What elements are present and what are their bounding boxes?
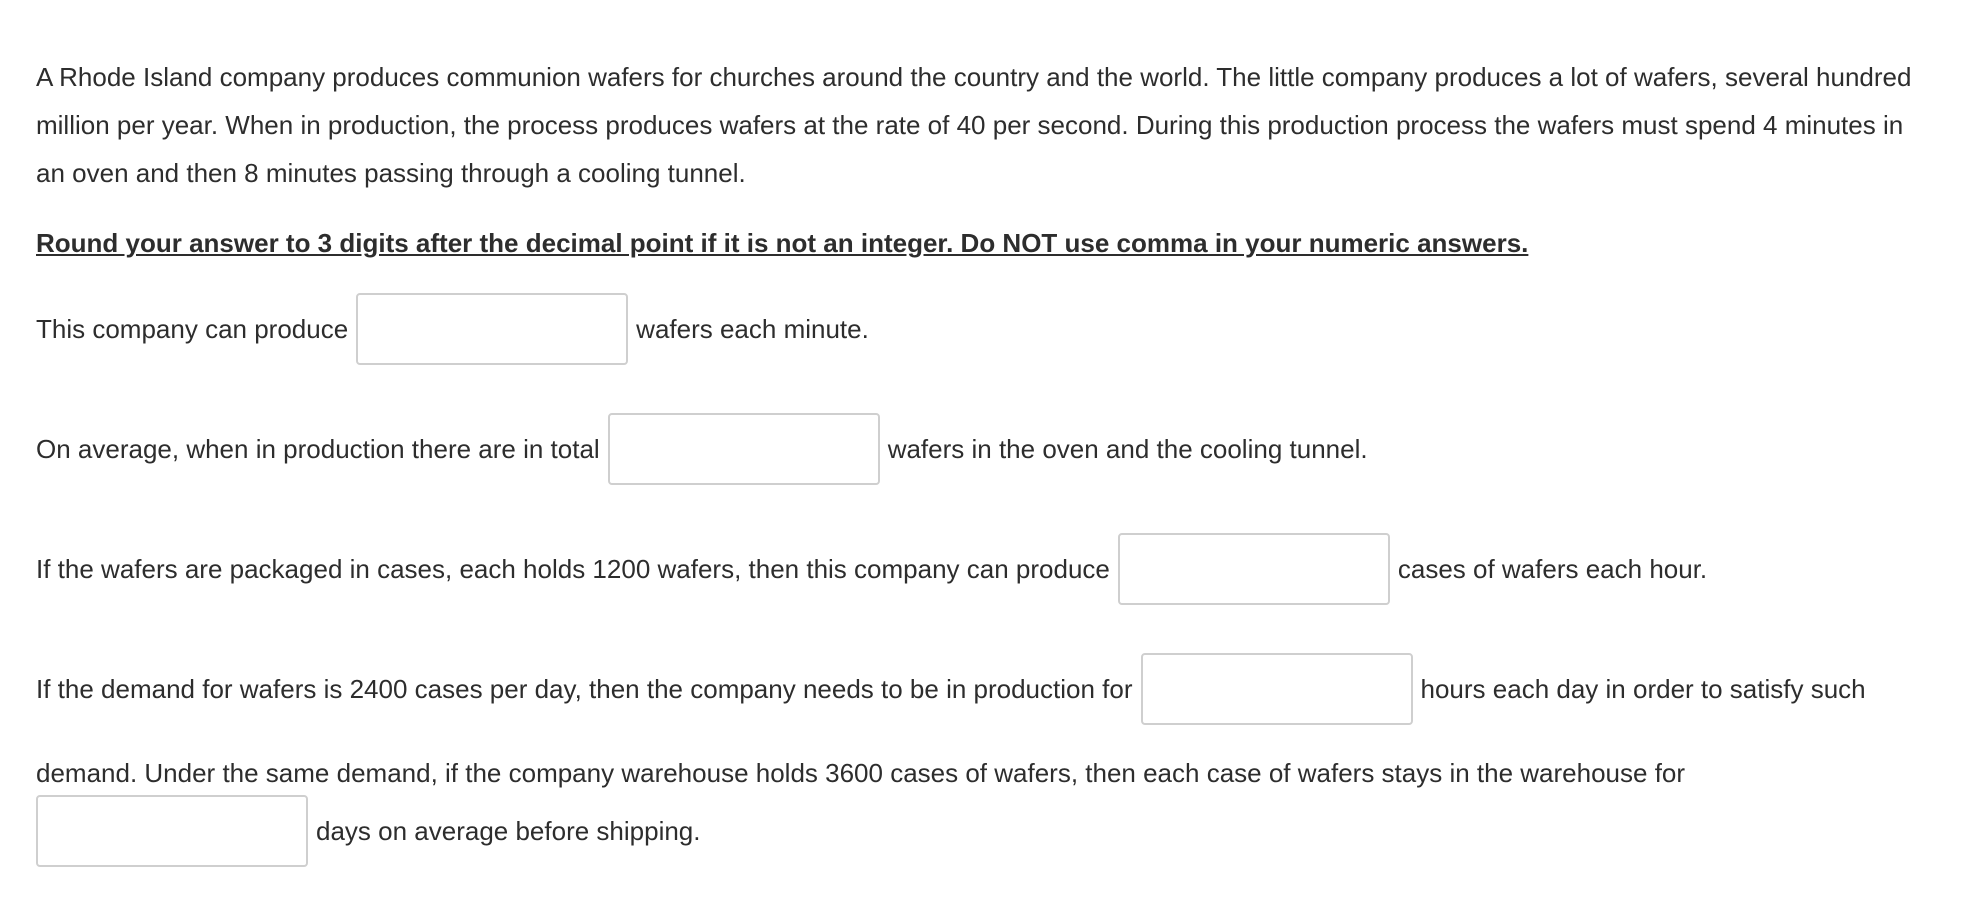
production-hours-input[interactable] <box>1141 653 1413 725</box>
wafers-per-minute-input[interactable] <box>356 293 628 365</box>
question-2-suffix: wafers in the oven and the cooling tunnel. <box>887 434 1368 464</box>
question-4 <box>36 651 1866 727</box>
question-3-prefix: If the wafers are packaged in cases, each holds 1200 wafers, then this company can produce <box>36 554 1110 584</box>
warehouse-days-input[interactable] <box>36 795 308 867</box>
question-1-prefix: This company can produce <box>36 314 349 344</box>
question-4-suffix: hours each day in order to satisfy such <box>1420 674 1866 704</box>
question-5-prefix: demand. Under the same demand, if the company warehouse holds 3600 cases of wafers, then each case of wafers stays in the warehouse for <box>36 758 1686 788</box>
question-1-suffix: wafers each minute. <box>636 314 869 344</box>
question-3 <box>36 531 1707 607</box>
question-4-prefix: If the demand for wafers is 2400 cases per day, then the company needs to be in production for <box>36 674 1133 704</box>
cases-per-hour-input[interactable] <box>1118 533 1390 605</box>
question-3-suffix: cases of wafers each hour. <box>1397 554 1708 584</box>
question-5-suffix: days on average before shipping. <box>316 816 701 846</box>
question-2-prefix: On average, when in production there are in total <box>36 434 600 464</box>
rounding-instruction: Round your answer to 3 digits after the decimal point if it is not an integer. Do NOT use comma in your numeric answers. <box>36 228 1529 258</box>
question-5 <box>36 793 701 869</box>
wafers-in-process-input[interactable] <box>608 413 880 485</box>
problem-statement: A Rhode Island company produces communion wafers for churches around the country and the world. The little company produces a lot of wafers, several hundred million per year. When in production, the process produces wafers at the rate of 40 per second. During this production process the wafers must spend 4 minutes in an oven and then 8 minutes passing through a cooling tunnel. <box>36 62 1912 188</box>
question-2 <box>36 411 1368 487</box>
question-1 <box>36 291 869 367</box>
